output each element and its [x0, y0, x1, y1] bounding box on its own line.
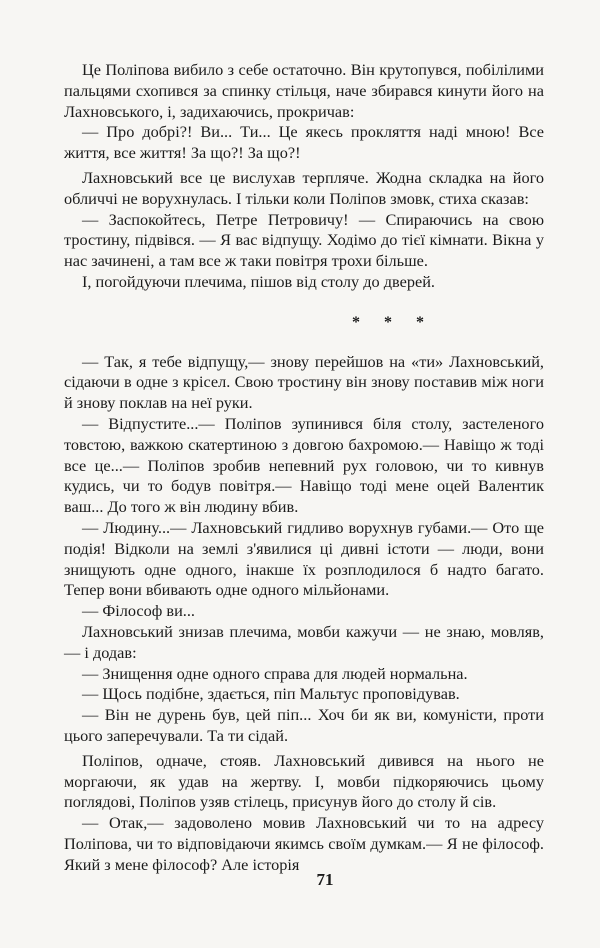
paragraph: — Щось подібне, здається, піп Мальтус проповідував. [82, 684, 460, 704]
paragraph: Поліпов, одначе, стояв. Лахновський дивився на нього не моргаючи, як удав на жертву. І, мовби підкоряючись цьому поглядові, Поліпов узяв стілець, присунув його до столу й сів. [64, 750, 544, 812]
paragraph: Лахновський все це вислухав терпляче. Жодна складка на його обличчі не ворухнулась. І тільки коли Поліпов змовк, стиха сказав: [64, 167, 544, 208]
paragraph: — Відпустите...— Поліпов зупинився біля столу, застеленого товстою, важкою скатертиною з довгою бахромою.— Навіщо ж тоді все це...— Поліпов зробив непевний рух головою, чи то кивнув кудись, чи то бодув повітря.— Навіщо тоді мене оцей Валентик ваш... До того ж він людину вбив. [64, 413, 544, 517]
paragraph: — Так, я тебе відпущу,— знову перейшов на «ти» Лахновський, сідаючи в одне з крісел. Свою тростину він знову поставив між ноги й знову поклав на неї руки. [64, 351, 544, 413]
paragraph: Це Поліпова вибило з себе остаточно. Він крутопувся, побілілими пальцями схопився за спинку стільця, наче збирався кинути його на Лахновського, і, задихаючись, прокричав: [64, 60, 544, 121]
paragraph: — Про добрі?! Ви... Ти... Це якесь прокляття наді мною! Все життя, все життя! За що?! За що?! [64, 122, 544, 163]
paragraph: — Знищення одне одного справа для людей нормальна. [82, 663, 468, 683]
page-number: 71 [316, 870, 334, 889]
page-text [64, 60, 544, 875]
paragraph: І, погойдуючи плечима, пішов від столу до дверей. [82, 271, 435, 291]
paragraph: — Він не дурень був, цей піп... Хоч би як ви, комуністи, проти цього заперечували. Та ти сідай. [64, 705, 544, 745]
section-separator: * * * [352, 313, 434, 331]
paragraph: Лахновський знизав плечима, мовби кажучи — не знаю, мовляв,— і додав: [64, 621, 544, 662]
paragraph: — Отак,— задоволено мовив Лахновський чи то на адресу Поліпова, чи то відповідаючи якимсь своїм думкам.— Я не філософ. Який з мене філософ? Але історія [64, 813, 544, 874]
paragraph: — Філософ ви... [82, 601, 196, 621]
paragraph: — Людину...— Лахновський гидливо ворухнув губами.— Ото ще подія! Відколи на землі з'явилися ці дивні істоти — люди, вони знищують одне одного, інакше їх розплодилося б надто багато. Тепер вони вбивають одне одного мільйонами. [64, 517, 544, 600]
paragraph: — Заспокойтесь, Петре Петровичу! — Спираючись на свою тростину, підвівся. — Я вас відпущу. Ходімо до тієї кімнати. Вікна у нас зачинені, а там все ж таки повітря трохи більше. [64, 209, 544, 271]
